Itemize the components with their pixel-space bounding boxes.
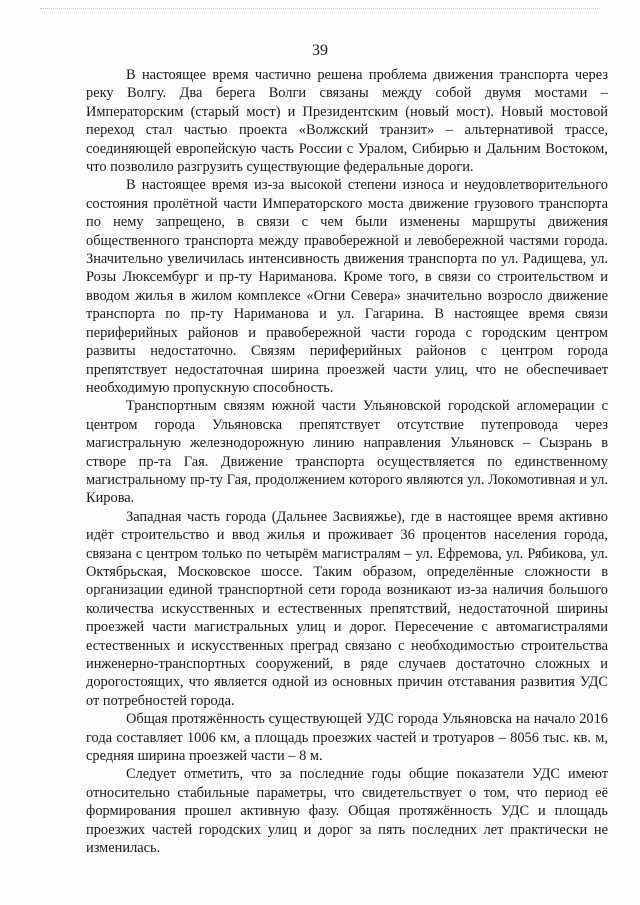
paragraph-volga-bridges: В настоящее время частично решена проблема движения транспорта через реку Волгу. Два берега Волги связаны между собой двумя мостами – Императорским (старый мост) и Президентским (новый мост). Новый мостовой переход стал частью проекта «Волжский транзит» – альтернативой трассе, соединяющей европейскую часть России с Уралом, Сибирью и Дальним Востоком, что позволило разгрузить существующие федеральные дороги.	[86, 67, 608, 176]
page-number: 39	[312, 42, 328, 59]
paragraph-imperial-bridge: В настоящее время из-за высокой степени износа и неудовлетворительного состояния пролётной части Императорского моста движение грузового транспорта по нему запрещено, в связи с чем были изменены маршруты движения общественного транспорта между правобережной и левобережной частями города. Значительно увеличилась интенсивность движения транспорта по ул. Радищева, ул. Розы Люксембург и пр-ту Нариманова. Кроме того, в связи со строительством и вводом жилья в жилом комплексе «Огни Севера» значительно возросло движение транспорта по пр-ту Нариманова и ул. Гагарина. В настоящее время связи периферийных районов и правобережной части города с городским центром развиты недостаточно. Связям периферийных районов с центром города препятствует недостаточная ширина проезжей части улиц, что не обеспечивает необходимую пропускную способность.	[86, 177, 608, 396]
paragraph-uds-length: Общая протяжённость существующей УДС города Ульяновска на начало 2016 года составляет 1006 км, а площадь проезжих частей и тротуаров – 8056 тыс. кв. м, средняя ширина проезжей части – 8 м.	[86, 711, 608, 765]
paragraph-uds-stability: Следует отметить, что за последние годы общие показатели УДС имеют относительно стабильные параметры, что свидетельствует о том, что период её формирования прошел активную фазу. Общая протяжённость УДС и площадь проезжих частей городских улиц и дорог за пять последних лет практически не изменилась.	[86, 766, 608, 857]
paragraph-southern-connections: Транспортным связям южной части Ульяновской городской агломерации с центром города Ульяновска препятствует отсутствие путепровода через магистральную железнодорожную линию направления Ульяновск – Сызрань в створе пр-та Гая. Движение транспорта осуществляется по единственному магистральному пр-ту Гая, продолжением которого являются ул. Локомотивная и ул. Кирова.	[86, 398, 608, 507]
paragraph-western-part: Западная часть города (Дальнее Засвияжье), где в настоящее время активно идёт строительство и ввод жилья и проживает 36 процентов населения города, связана с центром только по четырём магистралям – ул. Ефремова, ул. Рябикова, ул. Октябрьская, Московское шоссе. Таким образом, определённые сложности в организации единой транспортной сети города возникают из-за наличия большого количества искусственных и естественных препятствий, недостаточной ширины проезжей части магистральных улиц и дорог. Пересечение с автомагистралями естественных и искусственных преград связано с необходимостью строительства инженерно-транспортных сооружений, в ряде случаев достаточно сложных и дорогостоящих, что является одной из основных причин отставания развития УДС от потребностей города.	[86, 508, 608, 709]
document-body	[86, 66, 608, 857]
scan-edge-marks	[40, 8, 600, 13]
